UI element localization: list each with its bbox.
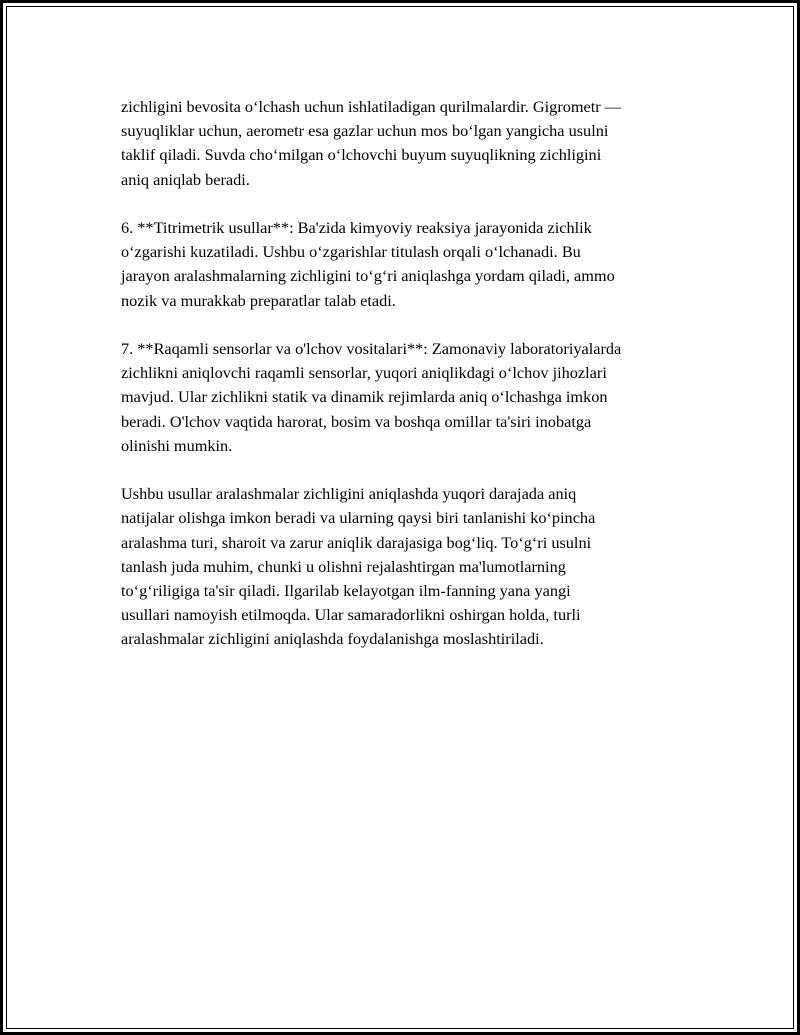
paragraph-digital-sensors: 7. **Raqamli sensorlar va o'lchov vositalari**: Zamonaviy laboratoriyalarda zichlikni aniqlovchi raqamli sensorlar, yuqori aniqlikdagi oʻlchov jihozlari mavjud. Ular zichlikni statik va dinamik rejimlarda aniq oʻlchashga imkon beradi. O'lchov vaqtida harorat, bosim va boshqa omillar ta'siri inobatga olinishi mumkin. [121, 339, 622, 455]
document-body [121, 95, 701, 676]
paragraph-conclusion: Ushbu usullar aralashmalar zichligini aniqlashda yuqori darajada aniq natijalar olishga imkon beradi va ularning qaysi biri tanlanishi koʻpincha aralashma turi, sharoit va zarur aniqlik darajasiga bogʻliq. Toʻgʻri usulni tanlash juda muhim, chunki u olishni rejalashtirgan ma'lumotlarning toʻgʻriligiga ta'sir qiladi. Ilgarilab kelayotgan ilm-fanning yana yangi usullari namoyish etilmoqda. Ular samaradorlikni oshirgan holda, turli aralashmalar zichligini aniqlashda foydalanishga moslashtiriladi. [121, 484, 596, 649]
paragraph-titrimetric-methods: 6. **Titrimetrik usullar**: Ba'zida kimyoviy reaksiya jarayonida zichlik oʻzgarishi kuzatiladi. Ushbu oʻzgarishlar titulash orqali oʻlchanadi. Bu jarayon aralashmalarning zichligini toʻgʻri aniqlashga yordam qiladi, ammo nozik va murakkab preparatlar talab etadi. [121, 218, 615, 310]
paragraph-intro-continued: zichligini bevosita oʻlchash uchun ishlatiladigan qurilmalardir. Gigrometr — suyuqliklar uchun, aerometr esa gazlar uchun mos boʻlgan yangicha usulni taklif qiladi. Suvda choʻmilgan oʻlchovchi buyum suyuqlikning zichligini aniq aniqlab beradi. [121, 97, 622, 189]
